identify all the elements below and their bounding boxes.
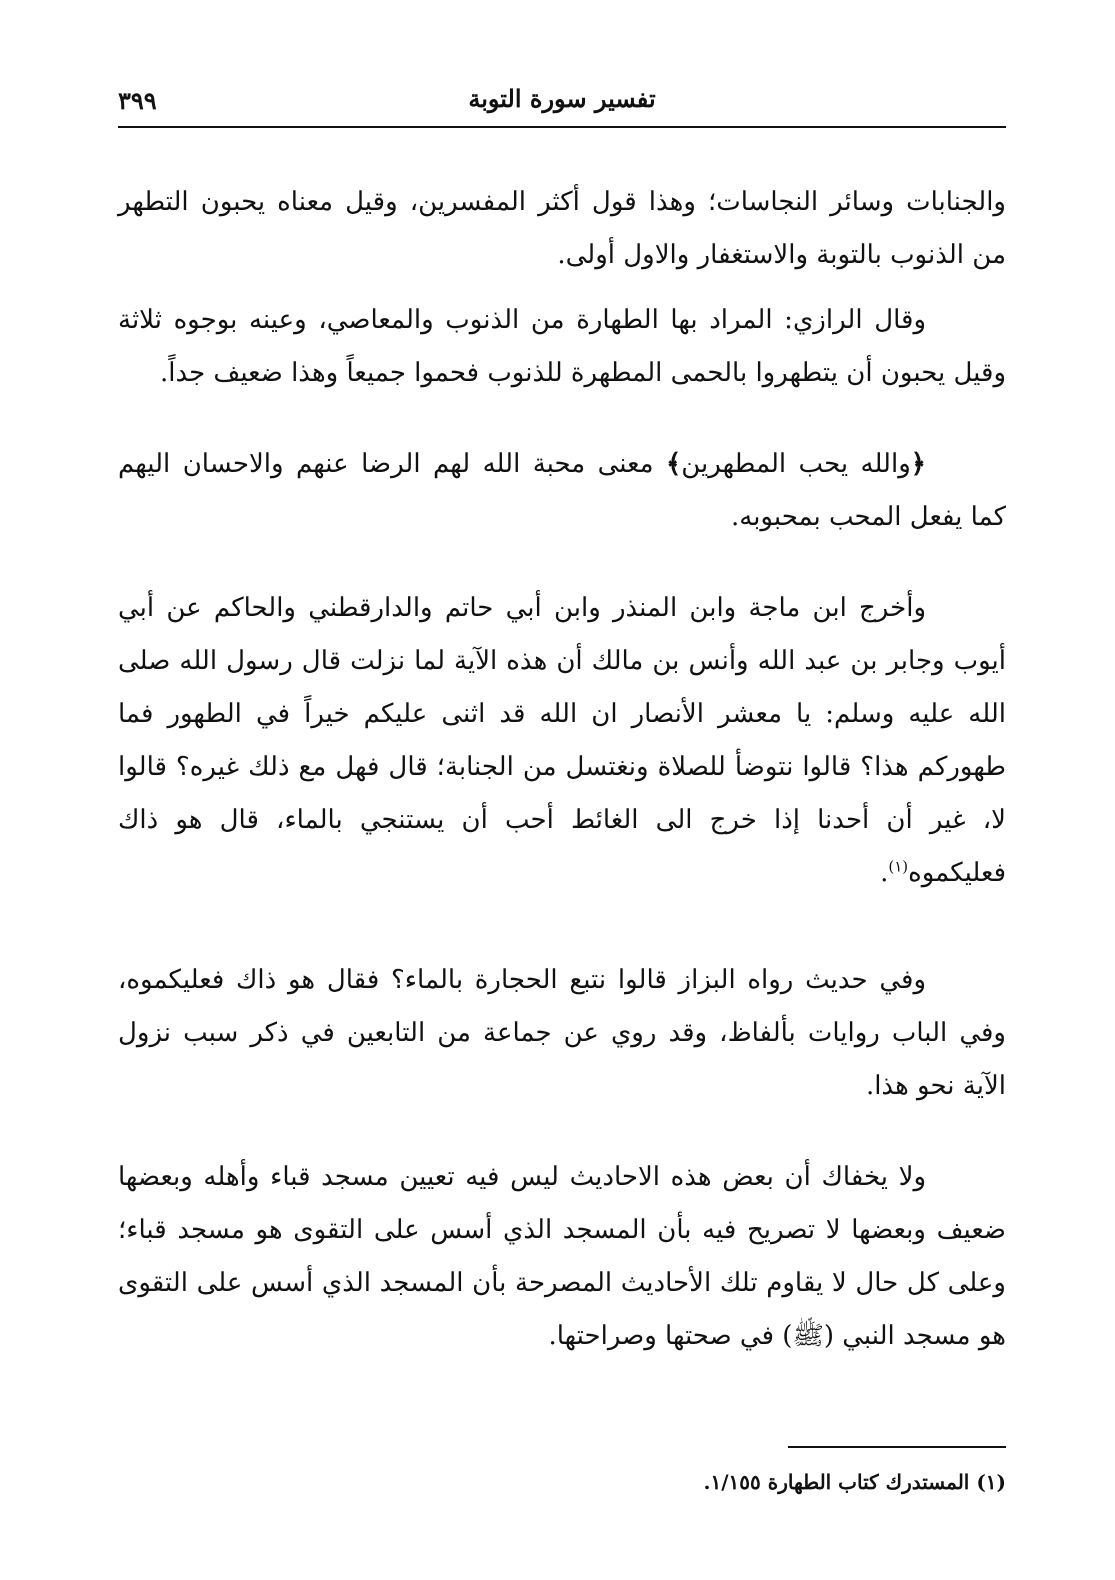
running-header bbox=[118, 78, 1006, 126]
header-title: تفسير سورة التوبة bbox=[468, 84, 656, 113]
header-divider bbox=[118, 126, 1006, 128]
paragraph-spacer bbox=[118, 282, 1006, 294]
paragraph-3-text: معنى محبة الله لهم الرضا عنهم والاحسان اليهم كما يفعل المحب بمحبوبه. bbox=[118, 449, 1006, 532]
paragraph-spacer bbox=[118, 900, 1006, 954]
paragraph-spacer bbox=[118, 400, 1006, 438]
body-text bbox=[118, 176, 1006, 1363]
paragraph-4-text: وأخرج ابن ماجة وابن المنذر وابن أبي حاتم والدارقطني والحاكم عن أبي أيوب وجابر بن عبد الله وأنس بن مالك أن هذه الآية لما نزلت قال رسول الله صلى الله عليه وسلم: يا معشر الأنصار ان الله قد اثنى عليكم خيراً في الطهور فما طهوركم هذا؟ قالوا نتوضأ للصلاة ونغتسل من الجنابة؛ قال فهل مع ذلك غيره؟ قالوا لا، غير أن أحدنا إذا خرج الى الغائط أحب أن يستنجي بالماء، قال هو ذاك فعليكموه bbox=[118, 593, 1006, 888]
quran-quote: والله يحب المطهرين bbox=[681, 449, 911, 479]
paragraph-5-text: وفي حديث رواه البزاز قالوا نتبع الحجارة بالماء؟ فقال هو ذاك فعليكموه، وفي الباب روايات بألفاظ، وقد روي عن جماعة من التابعين في ذكر سبب نزول الآية نحو هذا. bbox=[118, 965, 1006, 1101]
paragraph-spacer bbox=[118, 1113, 1006, 1151]
paragraph-5 bbox=[118, 954, 1006, 1113]
paragraph-4-end: . bbox=[880, 858, 889, 888]
quran-bracket-close: ﴾ bbox=[666, 449, 682, 479]
footnote-reference: (١) bbox=[888, 857, 909, 876]
paragraph-1 bbox=[118, 176, 1006, 282]
paragraph-1-text: والجنابات وسائر النجاسات؛ وهذا قول أكثر المفسرين، وقيل معناه يحبون التطهر من الذنوب بالتوبة والاستغفار والاول أولى. bbox=[118, 187, 1006, 270]
paragraph-spacer bbox=[118, 544, 1006, 582]
paragraph-3 bbox=[118, 438, 1006, 544]
footnote-divider bbox=[788, 1446, 1006, 1448]
page-number: ٣٩٩ bbox=[118, 86, 157, 115]
paragraph-4 bbox=[118, 582, 1006, 900]
paragraph-6-text: ولا يخفاك أن بعض هذه الاحاديث ليس فيه تعيين مسجد قباء وأهله وبعضها ضعيف وبعضها لا تصريح فيه بأن المسجد الذي أسس على التقوى هو مسجد قباء؛ وعلى كل حال لا يقاوم تلك الأحاديث المصرحة بأن المسجد الذي أسس على التقوى هو مسجد النبي (ﷺ) في صحتها وصراحتها. bbox=[118, 1162, 1006, 1351]
quran-bracket-open: ﴿ bbox=[910, 449, 926, 479]
paragraph-2-text: وقال الرازي: المراد بها الطهارة من الذنوب والمعاصي، وعينه بوجوه ثلاثة وقيل يحبون أن يتطهروا بالحمى المطهرة للذنوب فحموا جميعاً وهذا ضعيف جداً. bbox=[118, 305, 1006, 388]
footnote: (١) المستدرك كتاب الطهارة ١/١٥٥. bbox=[703, 1470, 1006, 1494]
paragraph-6 bbox=[118, 1151, 1006, 1363]
paragraph-2 bbox=[118, 294, 1006, 400]
